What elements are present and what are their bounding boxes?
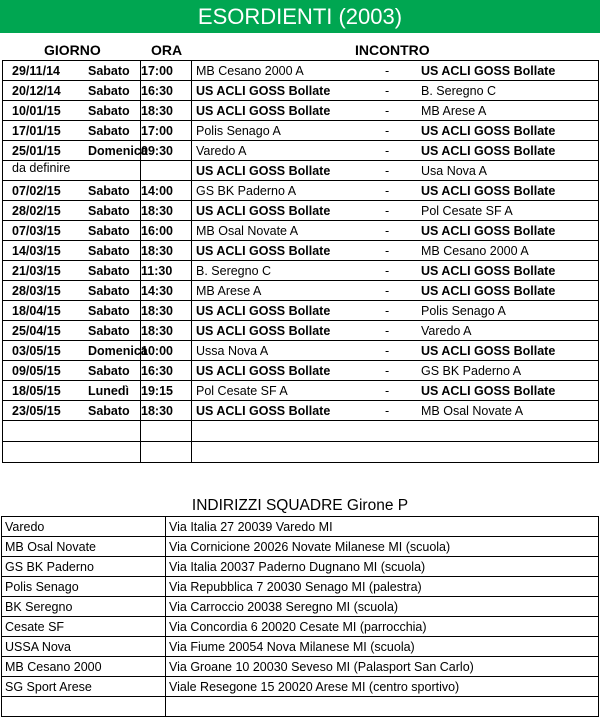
empty-cell: [192, 421, 599, 442]
match-home-team: MB Osal Novate A: [196, 223, 299, 238]
match-home-team: US ACLI GOSS Bollate: [196, 203, 331, 218]
match-date-cell: [3, 141, 148, 161]
empty-cell: [3, 442, 141, 463]
match-day: Sabato: [88, 263, 130, 278]
match-fixture-cell: [192, 221, 599, 241]
match-home-team: GS BK Paderno A: [196, 183, 297, 198]
address-row: [2, 657, 599, 677]
match-date-cell: [3, 121, 141, 141]
match-fixture-cell: [192, 321, 599, 341]
match-day: Lunedì: [88, 383, 129, 398]
match-date-cell: [3, 401, 141, 421]
match-away-team: US ACLI GOSS Bollate: [421, 63, 556, 78]
address-team: USSA Nova: [2, 637, 166, 657]
match-separator: -: [385, 283, 390, 298]
match-fixture-cell: [192, 141, 599, 161]
match-fixture-cell: [192, 281, 599, 301]
match-fixture-cell: [192, 81, 599, 101]
match-fixture-cell: [192, 61, 599, 81]
match-away-team: US ACLI GOSS Bollate: [421, 383, 556, 398]
match-row: [3, 281, 599, 301]
match-fixture-cell: [192, 201, 599, 221]
match-separator: -: [385, 163, 390, 178]
address-team: MB Osal Novate: [2, 537, 166, 557]
match-time: 18:30: [141, 201, 192, 221]
match-home-team: B. Seregno C: [196, 263, 272, 278]
match-row: [3, 221, 599, 241]
match-row: [3, 81, 599, 101]
address-team: BK Seregno: [2, 597, 166, 617]
match-date-cell: [3, 61, 141, 81]
match-date: 23/05/15: [12, 403, 61, 418]
match-away-team: MB Arese A: [421, 103, 487, 118]
match-row: [3, 161, 599, 181]
match-away-team: US ACLI GOSS Bollate: [421, 263, 556, 278]
match-home-team: US ACLI GOSS Bollate: [196, 163, 331, 178]
header-ora: ORA: [151, 42, 183, 58]
address-row: [2, 637, 599, 657]
match-fixture-cell: [192, 401, 599, 421]
address-location: Via Italia 20037 Paderno Dugnano MI (scuola): [166, 557, 599, 577]
page-title: ESORDIENTI (2003): [197, 4, 403, 29]
match-away-team: GS BK Paderno A: [421, 363, 522, 378]
match-time: 18:30: [141, 321, 192, 341]
match-date-cell: [3, 241, 141, 261]
address-team: MB Cesano 2000: [2, 657, 166, 677]
empty-cell: [192, 442, 599, 463]
match-time: 16:30: [141, 361, 192, 381]
match-home-team: Varedo A: [196, 143, 247, 158]
empty-row: [3, 442, 599, 463]
match-time: 18:30: [141, 301, 192, 321]
match-home-team: US ACLI GOSS Bollate: [196, 403, 331, 418]
match-date-cell: [3, 81, 141, 101]
match-away-team: US ACLI GOSS Bollate: [421, 143, 556, 158]
match-date: 25/01/15: [12, 143, 61, 158]
match-separator: -: [385, 223, 390, 238]
match-home-team: Polis Senago A: [196, 123, 281, 138]
match-away-team: Pol Cesate SF A: [421, 203, 513, 218]
match-row: [3, 341, 599, 361]
match-day: Sabato: [88, 243, 130, 258]
match-day: Sabato: [88, 83, 130, 98]
match-separator: -: [385, 303, 390, 318]
empty-cell: [166, 697, 599, 717]
match-time: 14:30: [141, 281, 192, 301]
match-day: Sabato: [88, 283, 130, 298]
match-date-cell: [3, 301, 141, 321]
match-date: 28/02/15: [12, 203, 61, 218]
match-fixture-cell: [192, 161, 599, 181]
match-date: 17/01/15: [12, 123, 61, 138]
matches-table: [2, 60, 599, 463]
match-time: 17:00: [141, 61, 192, 81]
match-separator: -: [385, 123, 390, 138]
header-giorno: GIORNO: [44, 42, 101, 58]
match-row: [3, 201, 599, 221]
address-row: [2, 577, 599, 597]
match-date-cell: [3, 381, 141, 401]
match-home-team: US ACLI GOSS Bollate: [196, 363, 331, 378]
match-day: Sabato: [88, 323, 130, 338]
address-team: Varedo: [2, 517, 166, 537]
match-date: 18/05/15: [12, 383, 61, 398]
address-team: Cesate SF: [2, 617, 166, 637]
match-row: [3, 101, 599, 121]
match-row: [3, 381, 599, 401]
address-location: Via Carroccio 20038 Seregno MI (scuola): [166, 597, 599, 617]
address-row: [2, 517, 599, 537]
match-time: 17:00: [141, 121, 192, 141]
match-date: 09/05/15: [12, 363, 61, 378]
match-row: [3, 141, 599, 161]
match-date-cell: [3, 101, 141, 121]
match-time: 19:15: [141, 381, 192, 401]
match-fixture-cell: [192, 181, 599, 201]
match-date-cell: [3, 221, 141, 241]
match-time: 16:00: [141, 221, 192, 241]
match-fixture-cell: [192, 261, 599, 281]
match-fixture-cell: [192, 341, 599, 361]
match-away-team: US ACLI GOSS Bollate: [421, 223, 556, 238]
address-row: [2, 677, 599, 697]
match-date-cell: [3, 261, 141, 281]
match-separator: -: [385, 383, 390, 398]
match-separator: -: [385, 343, 390, 358]
match-fixture-cell: [192, 361, 599, 381]
address-row: [2, 617, 599, 637]
match-day: Sabato: [88, 103, 130, 118]
match-away-team: US ACLI GOSS Bollate: [421, 123, 556, 138]
match-date-cell: [3, 201, 141, 221]
match-separator: -: [385, 63, 390, 78]
match-away-team: Polis Senago A: [421, 303, 506, 318]
match-time: 11:30: [141, 261, 192, 281]
match-date: 03/05/15: [12, 343, 61, 358]
match-date: 21/03/15: [12, 263, 61, 278]
match-away-team: Usa Nova A: [421, 163, 488, 178]
match-row: [3, 361, 599, 381]
match-time: 14:00: [141, 181, 192, 201]
match-date-cell: [3, 181, 141, 201]
match-day: Domenica: [88, 343, 148, 358]
match-row: [3, 401, 599, 421]
empty-row: [2, 697, 599, 717]
addresses-title: INDIRIZZI SQUADRE Girone P: [191, 497, 409, 514]
match-day: Sabato: [88, 203, 130, 218]
match-time: 18:30: [141, 241, 192, 261]
address-row: [2, 597, 599, 617]
match-away-team: US ACLI GOSS Bollate: [421, 183, 556, 198]
match-home-team: US ACLI GOSS Bollate: [196, 243, 331, 258]
match-day: Sabato: [88, 63, 130, 78]
match-away-team: Varedo A: [421, 323, 472, 338]
match-fixture-cell: [192, 241, 599, 261]
match-day: Sabato: [88, 363, 130, 378]
match-time: [141, 161, 192, 181]
match-home-team: US ACLI GOSS Bollate: [196, 83, 331, 98]
addresses-table-body: [2, 517, 599, 717]
match-time: 10:00: [141, 341, 192, 361]
match-day: Sabato: [88, 303, 130, 318]
address-team: SG Sport Arese: [2, 677, 166, 697]
match-date: 29/11/14: [12, 63, 60, 78]
match-date: 20/12/14: [12, 83, 61, 98]
match-time: 09:30: [141, 141, 192, 161]
match-date-cell: [3, 321, 141, 341]
match-date: 07/02/15: [12, 183, 61, 198]
match-tbd: da definire: [12, 160, 71, 175]
address-team: Polis Senago: [2, 577, 166, 597]
match-separator: -: [385, 203, 390, 218]
header-incontro: INCONTRO: [355, 42, 430, 58]
match-away-team: B. Seregno C: [421, 83, 497, 98]
addresses-table: [1, 516, 599, 717]
match-row: [3, 121, 599, 141]
empty-cell: [141, 421, 192, 442]
match-separator: -: [385, 83, 390, 98]
match-home-team: US ACLI GOSS Bollate: [196, 323, 331, 338]
address-team: GS BK Paderno: [2, 557, 166, 577]
match-date: 10/01/15: [12, 103, 61, 118]
match-day: Sabato: [88, 223, 130, 238]
address-location: Via Cornicione 20026 Novate Milanese MI (scuola): [166, 537, 599, 557]
match-date-cell: [3, 161, 141, 181]
match-day: Sabato: [88, 403, 130, 418]
match-separator: -: [385, 263, 390, 278]
match-date: 28/03/15: [12, 283, 61, 298]
match-fixture-cell: [192, 121, 599, 141]
match-date-cell: [3, 281, 141, 301]
match-time: 18:30: [141, 101, 192, 121]
match-row: [3, 301, 599, 321]
match-home-team: MB Cesano 2000 A: [196, 63, 304, 78]
match-row: [3, 61, 599, 81]
match-row: [3, 241, 599, 261]
match-day: Domenica: [88, 143, 148, 158]
match-day: Sabato: [88, 123, 130, 138]
match-home-team: US ACLI GOSS Bollate: [196, 103, 331, 118]
match-away-team: MB Cesano 2000 A: [421, 243, 529, 258]
match-row: [3, 261, 599, 281]
empty-cell: [3, 421, 141, 442]
match-separator: -: [385, 363, 390, 378]
match-time: 18:30: [141, 401, 192, 421]
match-separator: -: [385, 243, 390, 258]
match-away-team: US ACLI GOSS Bollate: [421, 283, 556, 298]
address-row: [2, 537, 599, 557]
match-separator: -: [385, 183, 390, 198]
matches-table-body: [3, 61, 599, 463]
address-location: Via Repubblica 7 20030 Senago MI (palestra): [166, 577, 599, 597]
match-date: 25/04/15: [12, 323, 61, 338]
match-home-team: Pol Cesate SF A: [196, 383, 288, 398]
match-away-team: US ACLI GOSS Bollate: [421, 343, 556, 358]
empty-cell: [141, 442, 192, 463]
match-date: 07/03/15: [12, 223, 61, 238]
match-separator: -: [385, 403, 390, 418]
match-separator: -: [385, 103, 390, 118]
match-date-cell: [3, 361, 141, 381]
address-location: Via Italia 27 20039 Varedo MI: [166, 517, 599, 537]
match-fixture-cell: [192, 301, 599, 321]
match-home-team: US ACLI GOSS Bollate: [196, 303, 331, 318]
empty-row: [3, 421, 599, 442]
match-separator: -: [385, 143, 390, 158]
match-fixture-cell: [192, 101, 599, 121]
page-title-banner: [0, 0, 600, 33]
match-row: [3, 321, 599, 341]
match-day: Sabato: [88, 183, 130, 198]
match-time: 16:30: [141, 81, 192, 101]
match-row: [3, 181, 599, 201]
match-date: 18/04/15: [12, 303, 61, 318]
address-location: Viale Resegone 15 20020 Arese MI (centro sportivo): [166, 677, 599, 697]
match-away-team: MB Osal Novate A: [421, 403, 524, 418]
address-location: Via Concordia 6 20020 Cesate MI (parrocchia): [166, 617, 599, 637]
empty-cell: [2, 697, 166, 717]
match-fixture-cell: [192, 381, 599, 401]
match-home-team: Ussa Nova A: [196, 343, 269, 358]
match-home-team: MB Arese A: [196, 283, 262, 298]
address-row: [2, 557, 599, 577]
match-date-cell: [3, 341, 148, 361]
address-location: Via Fiume 20054 Nova Milanese MI (scuola): [166, 637, 599, 657]
match-date: 14/03/15: [12, 243, 61, 258]
address-location: Via Groane 10 20030 Seveso MI (Palasport San Carlo): [166, 657, 599, 677]
match-separator: -: [385, 323, 390, 338]
